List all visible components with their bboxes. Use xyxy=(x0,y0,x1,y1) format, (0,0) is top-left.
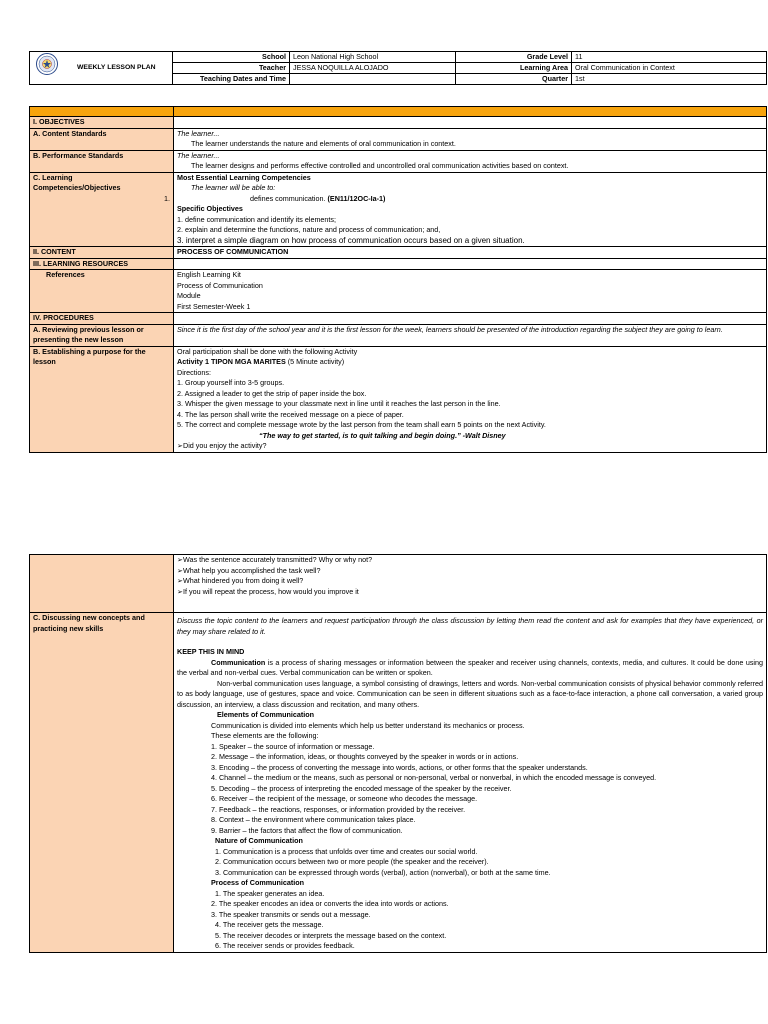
comp-label-1: C. Learning xyxy=(33,172,73,182)
q-1: ➢Was the sentence accurately transmitted? Why or why not? xyxy=(177,555,373,564)
el-1: 1. Speaker – the source of information or message. xyxy=(211,741,375,751)
content-standards-cell xyxy=(174,128,767,150)
comm-term: Communication xyxy=(211,657,266,667)
proc-1: 1. The speaker generates an idea. xyxy=(215,888,325,898)
quote: “The way to get started, is to quit talking and begin doing.” -Walt Disney xyxy=(259,430,506,440)
q-3: ➢What hindered you from doing it well? xyxy=(177,576,304,585)
dir-5: 5. The correct and complete message wrote by the last person from the team shall earn 5 points on the next Activity. xyxy=(177,420,546,429)
el-2: 2. Message – the information, ideas, or thoughts conveyed by the speaker in words or in actions. xyxy=(211,752,519,761)
content-std-text: The learner understands the nature and elements of oral communication in context. xyxy=(191,139,456,148)
proc-6: 6. The receiver sends or provides feedback. xyxy=(215,941,355,950)
review-label xyxy=(30,324,174,346)
ref-3: Module xyxy=(177,291,201,300)
el-4: 4. Channel – the medium or the means, such as personal or non-personal, verbal or nonverbal, in which the encoded message is conveyed. xyxy=(211,773,657,782)
nonverbal-para: Non-verbal communication uses language, a symbol consisting of drawings, letters and words. Non-verbal communication consists of physical behavior commonly referred to as body language, use of gestures, space and voice. Communication can be seen in different situations such as a face-to-face interaction, a phone call conversation, a varied group discussion, an interview, a class discussion and recitation, and many others. xyxy=(177,678,763,709)
procedures-empty xyxy=(174,313,767,325)
spec-title: Specific Objectives xyxy=(177,204,243,213)
dir-2: 2. Assigned a leader to get the strip of paper inside the box. xyxy=(177,388,367,398)
dates-value xyxy=(290,74,456,85)
content-std-intro: The learner... xyxy=(177,128,220,138)
content-standards-label: A. Content Standards xyxy=(30,128,174,150)
spec-2: 2. explain and determine the functions, nature and process of communication; and, xyxy=(177,225,441,234)
activity-time: (5 Minute activity) xyxy=(287,357,345,366)
content-value: PROCESS OF COMMUNICATION xyxy=(174,247,767,259)
area-value: Oral Communication in Context xyxy=(572,63,767,74)
content-label: II. CONTENT xyxy=(30,247,174,259)
questions-label-empty xyxy=(30,555,174,613)
header-table xyxy=(29,51,767,85)
q-enjoy: ➢Did you enjoy the activity? xyxy=(177,441,267,450)
perf-std-text: The learner designs and performs effective controlled and uncontrolled oral communication activities based on context. xyxy=(191,161,569,170)
proc-2: 2. The speaker encodes an idea or converts the idea into words or actions. xyxy=(211,899,449,908)
directions: Directions: xyxy=(177,367,211,377)
elements-intro: Communication is divided into elements which help us better understand its mechanics or process. xyxy=(211,720,525,730)
dir-3: 3. Whisper the given message to your classmate next in line until it reaches the last person in the line. xyxy=(177,399,501,408)
grade-value: 11 xyxy=(572,52,767,63)
el-6: 6. Receiver – the recipient of the message, or someone who decodes the message. xyxy=(211,794,478,803)
lesson-table-page1 xyxy=(29,106,767,453)
elements-lead: These elements are the following: xyxy=(211,731,319,740)
discuss-label-2: practicing new skills xyxy=(33,623,104,633)
references-label-cell xyxy=(30,270,174,313)
orange-header-left xyxy=(30,107,174,117)
competencies-cell xyxy=(174,172,767,247)
melc-intro: The learner will be able to: xyxy=(191,183,276,192)
review-label-2: presenting the new lesson xyxy=(33,335,124,344)
dir-4: 4. The las person shall write the received message on a piece of paper. xyxy=(177,409,404,419)
dir-1: 1. Group yourself into 3-5 groups. xyxy=(177,378,285,387)
review-text: Since it is the first day of the school year and it is the first lesson for the week, learners should be presented of the introduction regarding the subject they are going to learn. xyxy=(174,324,767,346)
el-5: 5. Decoding – the process of interpreting the encoded message of the speaker by the receiver. xyxy=(211,783,512,793)
performance-standards-cell xyxy=(174,150,767,172)
references-label: References xyxy=(46,270,85,279)
melc-title: Most Essential Learning Competencies xyxy=(177,172,311,182)
teacher-label: Teacher xyxy=(173,63,290,74)
resources-empty xyxy=(174,258,767,270)
grade-label: Grade Level xyxy=(456,52,572,63)
procedures-label: IV. PROCEDURES xyxy=(30,313,174,325)
activity-title: Activity 1 TIPON MGA MARITES xyxy=(177,357,286,366)
dates-label: Teaching Dates and Time xyxy=(173,74,290,85)
spec-3: 3. interpret a simple diagram on how process of communication occurs based on a given situation. xyxy=(177,235,525,245)
ref-2: Process of Communication xyxy=(177,280,263,290)
proc-4: 4. The receiver gets the message. xyxy=(215,920,324,929)
nat-1: 1. Communication is a process that unfolds over time and creates our social world. xyxy=(215,846,478,856)
comp-num: 1. xyxy=(164,193,170,203)
melc-text: defines communication. xyxy=(250,193,326,203)
el-9: 9. Barrier – the factors that affect the flow of communication. xyxy=(211,825,403,835)
school-label: School xyxy=(173,52,290,63)
ref-1: English Learning Kit xyxy=(177,270,241,279)
nature-title: Nature of Communication xyxy=(215,836,303,845)
process-title: Process of Communication xyxy=(211,878,305,887)
review-label-1: A. Reviewing previous lesson or xyxy=(33,324,144,334)
purpose-label-2: lesson xyxy=(33,357,56,366)
performance-standards-label: B. Performance Standards xyxy=(30,150,174,172)
questions-cell xyxy=(174,555,767,613)
discuss-label xyxy=(30,613,174,953)
proc-3: 3. The speaker transmits or sends out a message. xyxy=(211,909,371,919)
comm-para: is a process of sharing messages or information between the speaker and receiver using channels, contexts, media, and cultures. It could be done using the verbal and non-verbal cues. Verbal communication can be written or spoken. xyxy=(177,657,764,677)
plan-title: WEEKLY LESSON PLAN xyxy=(77,64,156,71)
school-value: Leon National High School xyxy=(290,52,456,63)
purpose-intro: Oral participation shall be done with the following Activity xyxy=(177,346,358,356)
proc-5: 5. The receiver decodes or interprets the message based on the context. xyxy=(215,930,447,940)
q-4: ➢If you will repeat the process, how would you improve it xyxy=(177,586,359,596)
el-7: 7. Feedback – the reactions, responses, or information provided by the receiver. xyxy=(211,804,466,814)
quarter-label: Quarter xyxy=(456,74,572,85)
discuss-cell xyxy=(174,613,767,953)
el-3: 3. Encoding – the process of converting the message into words, actions, or other forms that the speaker understands. xyxy=(211,762,588,772)
area-label: Learning Area xyxy=(456,63,572,74)
ref-4: First Semester-Week 1 xyxy=(177,301,251,311)
quarter-value: 1st xyxy=(572,74,767,85)
elements-title: Elements of Communication xyxy=(217,710,315,719)
purpose-label-1: B. Establishing a purpose for the xyxy=(33,346,146,356)
references-cell xyxy=(174,270,767,313)
plan-title-cell xyxy=(30,52,173,85)
el-8: 8. Context – the environment where communication takes place. xyxy=(211,815,416,824)
comp-label-2: Competencies/Objectives xyxy=(33,183,121,192)
purpose-label xyxy=(30,346,174,452)
teacher-value: JESSA NOQUILLA ALOJADO xyxy=(290,63,456,74)
objectives-label: I. OBJECTIVES xyxy=(30,117,174,129)
nat-3: 3. Communication can be expressed through words (verbal), action (nonverbal), or both at the same time. xyxy=(215,867,551,877)
q-2: ➢What help you accomplished the task well? xyxy=(177,565,321,575)
perf-std-intro: The learner... xyxy=(177,150,220,160)
spec-1: 1. define communication and identify its elements; xyxy=(177,214,337,224)
discuss-intro: Discuss the topic content to the learners and request participation through the class discussion by letting them read the content and ask for examples that they have experienced, or they may share related to it. xyxy=(177,616,763,636)
keep-title: KEEP THIS IN MIND xyxy=(177,647,245,656)
nat-2: 2. Communication occurs between two or more people (the speaker and the receiver). xyxy=(215,857,489,866)
melc-code: (EN11/12OC-Ia-1) xyxy=(327,193,386,203)
resources-label: III. LEARNING RESOURCES xyxy=(30,258,174,270)
lesson-table-page2 xyxy=(29,554,767,953)
purpose-cell xyxy=(174,346,767,452)
competencies-label xyxy=(30,172,174,247)
orange-header-right xyxy=(174,107,767,117)
objectives-empty xyxy=(174,117,767,129)
discuss-label-1: C. Discussing new concepts and xyxy=(33,613,145,622)
